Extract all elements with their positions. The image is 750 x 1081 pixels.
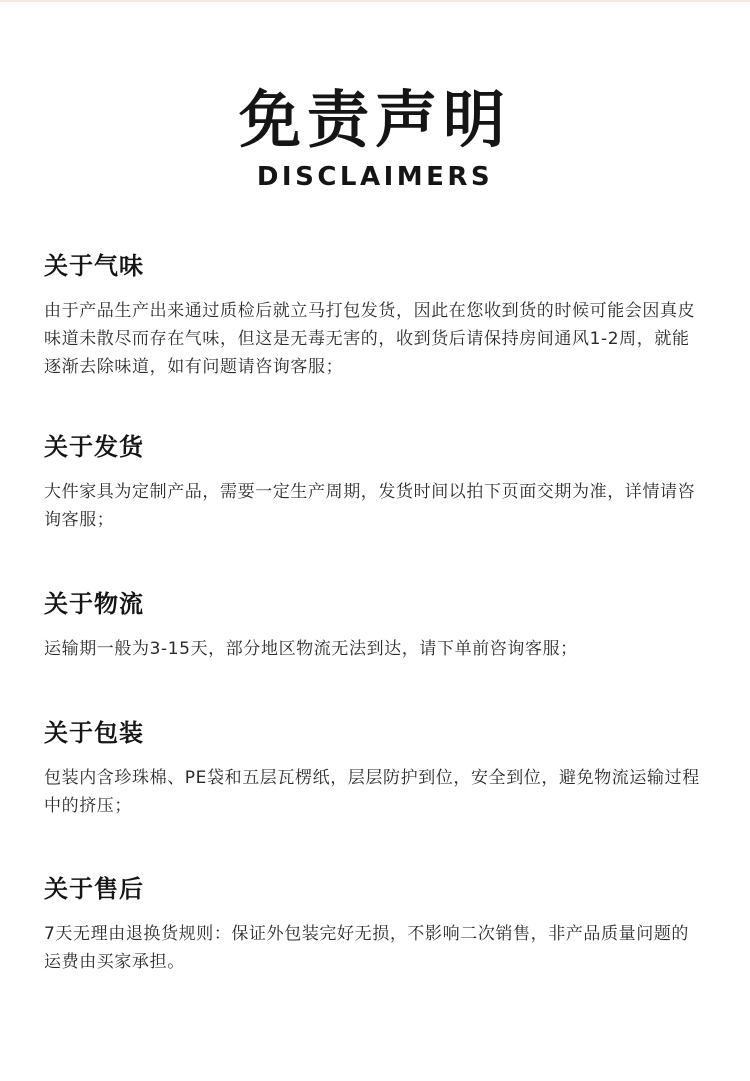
section-title: 关于包装	[44, 719, 144, 747]
section-title: 关于发货	[44, 433, 144, 461]
section-title: 关于气味	[44, 252, 144, 280]
section-body: 包装内含珍珠棉、PE袋和五层瓦楞纸，层层防护到位，安全到位，避免物流运输过程中的挤压；	[44, 768, 700, 816]
section-shipping	[44, 430, 706, 534]
page-subtitle: DISCLAIMERS	[256, 162, 494, 192]
section-odor	[44, 249, 706, 381]
section-logistics	[44, 587, 706, 663]
section-title: 关于物流	[44, 590, 144, 618]
section-body: 运输期一般为3-15天，部分地区物流无法到达，请下单前咨询客服；	[44, 639, 578, 659]
section-body: 由于产品生产出来通过质检后就立马打包发货，因此在您收到货的时候可能会因真皮味道未散尽而存在气味，但这是无毒无害的，收到货后请保持房间通风1-2周，就能逐渐去除味道，如有问题请咨询客服；	[44, 301, 696, 377]
page-title: 免责声明	[238, 83, 511, 156]
section-body: 大件家具为定制产品，需要一定生产周期，发货时间以拍下页面交期为准，详情请咨询客服；	[44, 482, 696, 530]
section-body: 7天无理由退换货规则：保证外包装完好无损，不影响二次销售，非产品质量问题的运费由买家承担。	[44, 924, 690, 972]
page-header	[0, 82, 750, 194]
section-after-sales	[44, 872, 706, 976]
section-title: 关于售后	[44, 875, 144, 903]
section-packaging	[44, 716, 706, 820]
top-divider	[0, 0, 750, 2]
